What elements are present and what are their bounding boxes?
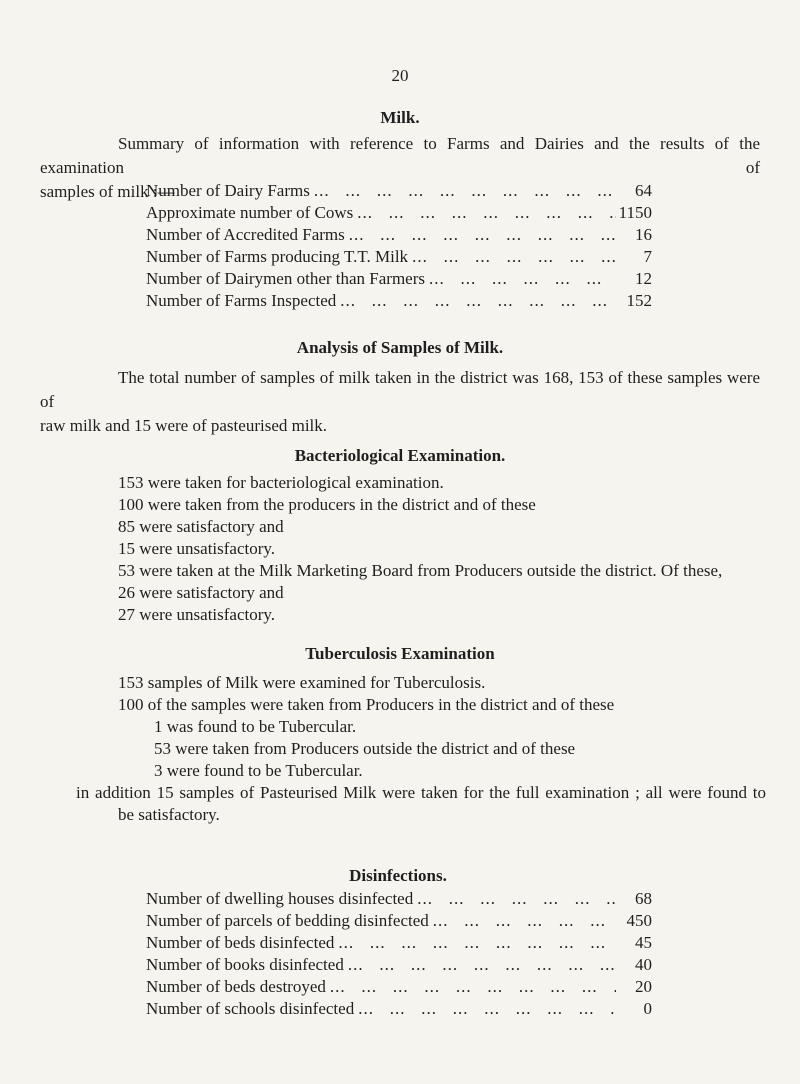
list-item: 26 were satisfactory and — [118, 583, 284, 602]
farm-stats-table — [146, 180, 652, 312]
stat-row: Number of Dairymen other than Farmers ... 12 — [146, 268, 652, 290]
list-item: 53 were taken from Producers outside the district and of these — [154, 739, 576, 758]
stat-row: Number of parcels of bedding disinfected ... 450 — [146, 910, 652, 932]
analysis-text — [40, 366, 760, 438]
milk-intro-line2: samples of milk :— — [40, 182, 175, 201]
tuberculosis-title: Tuberculosis Examination — [305, 644, 495, 663]
bacteriological-title: Bacteriological Examination. — [294, 446, 506, 465]
disinfections-title: Disinfections. — [349, 866, 447, 885]
stat-row: Number of Accredited Farms ... 16 — [146, 224, 652, 246]
stat-row: Number of schools disinfected ... 0 — [146, 998, 652, 1020]
list-item: 27 were unsatisfactory. — [118, 605, 276, 624]
analysis-line1: The total number of samples of milk taken in the district was 168, 153 of these samples were of — [40, 368, 760, 411]
list-item: 153 were taken for bacteriological examination. — [118, 473, 444, 492]
analysis-title: Analysis of Samples of Milk. — [296, 338, 504, 357]
tuberculosis-addition-line2: be satisfactory. — [118, 805, 220, 824]
stat-row: Number of Farms producing T.T. Milk ... 7 — [146, 246, 652, 268]
stat-row: Number of books disinfected ... 40 — [146, 954, 652, 976]
list-item: 1 was found to be Tubercular. — [154, 717, 357, 736]
tuberculosis-addition-line1: in addition 15 samples of Pasteurised Milk were taken for the full examination ; all were found to — [76, 783, 766, 802]
stat-row: Number of beds disinfected ... 45 — [146, 932, 652, 954]
bacteriological-lines — [118, 472, 768, 626]
stat-row: Number of Dairy Farms ... 64 — [146, 180, 652, 202]
milk-intro-line1: Summary of information with reference to Farms and Dairies and the results of the examination of — [40, 134, 760, 177]
page-number: 20 — [391, 66, 409, 85]
list-item: 3 were found to be Tubercular. — [154, 761, 363, 780]
list-item: 53 were taken at the Milk Marketing Board from Producers outside the district. Of these, — [118, 561, 723, 580]
stat-row: Number of dwelling houses disinfected ... 68 — [146, 888, 652, 910]
list-item: 100 were taken from the producers in the district and of these — [118, 495, 536, 514]
list-item: 15 were unsatisfactory. — [118, 539, 276, 558]
tuberculosis-lines — [118, 672, 768, 782]
disinfections-table — [146, 888, 652, 1020]
stat-row: Number of beds destroyed ... 20 — [146, 976, 652, 998]
list-item: 85 were satisfactory and — [118, 517, 284, 536]
stat-row: Number of Farms Inspected ... 152 — [146, 290, 652, 312]
list-item: 153 samples of Milk were examined for Tuberculosis. — [118, 673, 486, 692]
stat-row: Approximate number of Cows ... 1150 — [146, 202, 652, 224]
milk-title: Milk. — [380, 108, 420, 127]
analysis-line2: raw milk and 15 were of pasteurised milk. — [40, 416, 328, 435]
list-item: 100 of the samples were taken from Producers in the district and of these — [118, 695, 615, 714]
